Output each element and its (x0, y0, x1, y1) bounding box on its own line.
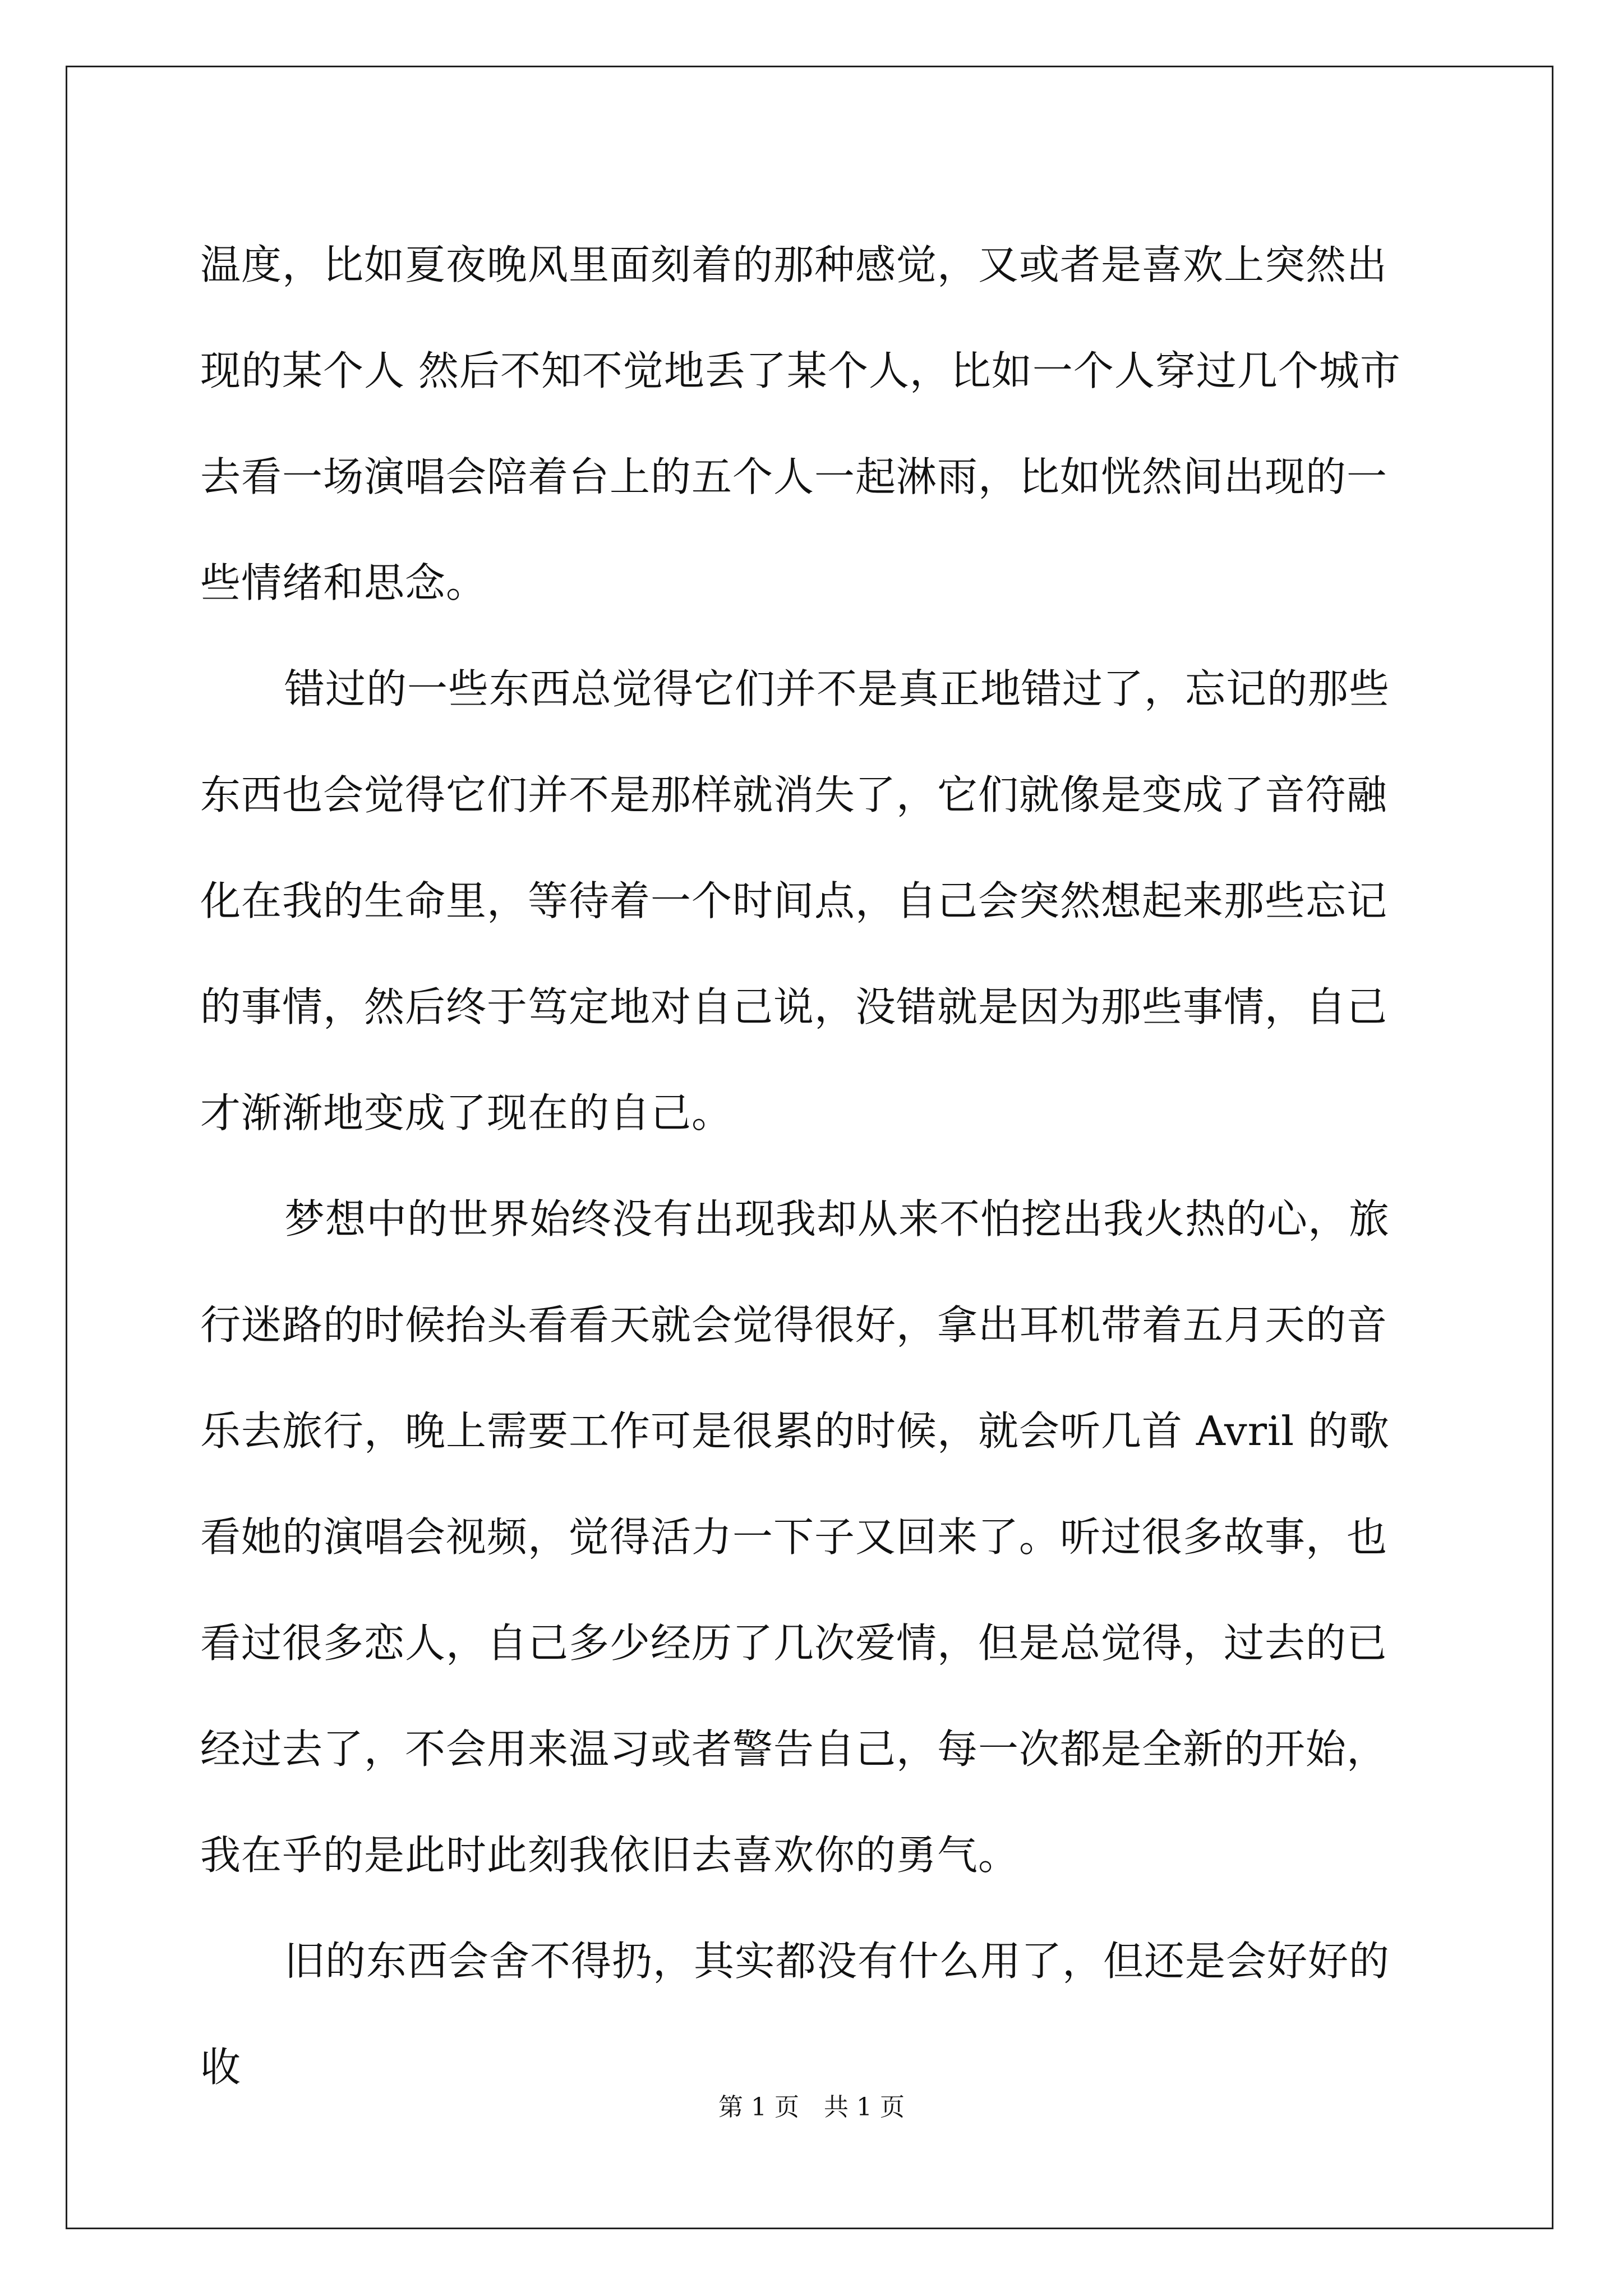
paragraph-3: 梦想中的世界始终没有出现我却从来不怕挖出我火热的心，旅行迷路的时候抬头看看天就会觉得很好，拿出耳机带着五月天的音乐去旅行，晚上需要工作可是很累的时候，就会听几首 Avril 的歌看她的演唱会视频，觉得活力一下子又回来了。听过很多故事，也看过很多恋人，自己多少经历了几次爱情，但是总觉得，过去的已经过去了，不会用来温习或者警告自己，每一次都是全新的开始，我在乎的是此时此刻我依旧去喜欢你的勇气。 (200, 1195, 1390, 1879)
document-body (200, 212, 1423, 2120)
paragraph-2: 错过的一些东西总觉得它们并不是真正地错过了，忘记的那些东西也会觉得它们并不是那样就消失了，它们就像是变成了音符融化在我的生命里，等待着一个时间点，自己会突然想起来那些忘记的事情，然后终于笃定地对自己说，没错就是因为那些事情，自己才渐渐地变成了现在的自己。 (200, 665, 1390, 1137)
paragraph-1: 温度，比如夏夜晚风里面刻着的那种感觉，又或者是喜欢上突然出现的某个人 然后不知不觉地丢了某个人，比如一个人穿过几个城市去看一场演唱会陪着台上的五个人一起淋雨，比如恍然间出现的一些情绪和思念。 (200, 241, 1401, 606)
page-footer: 第 1 页 共 1 页 (718, 2093, 905, 2122)
paragraph-4: 旧的东西会舍不得扔，其实都没有什么用了，但还是会好好的收 (200, 1938, 1390, 2091)
